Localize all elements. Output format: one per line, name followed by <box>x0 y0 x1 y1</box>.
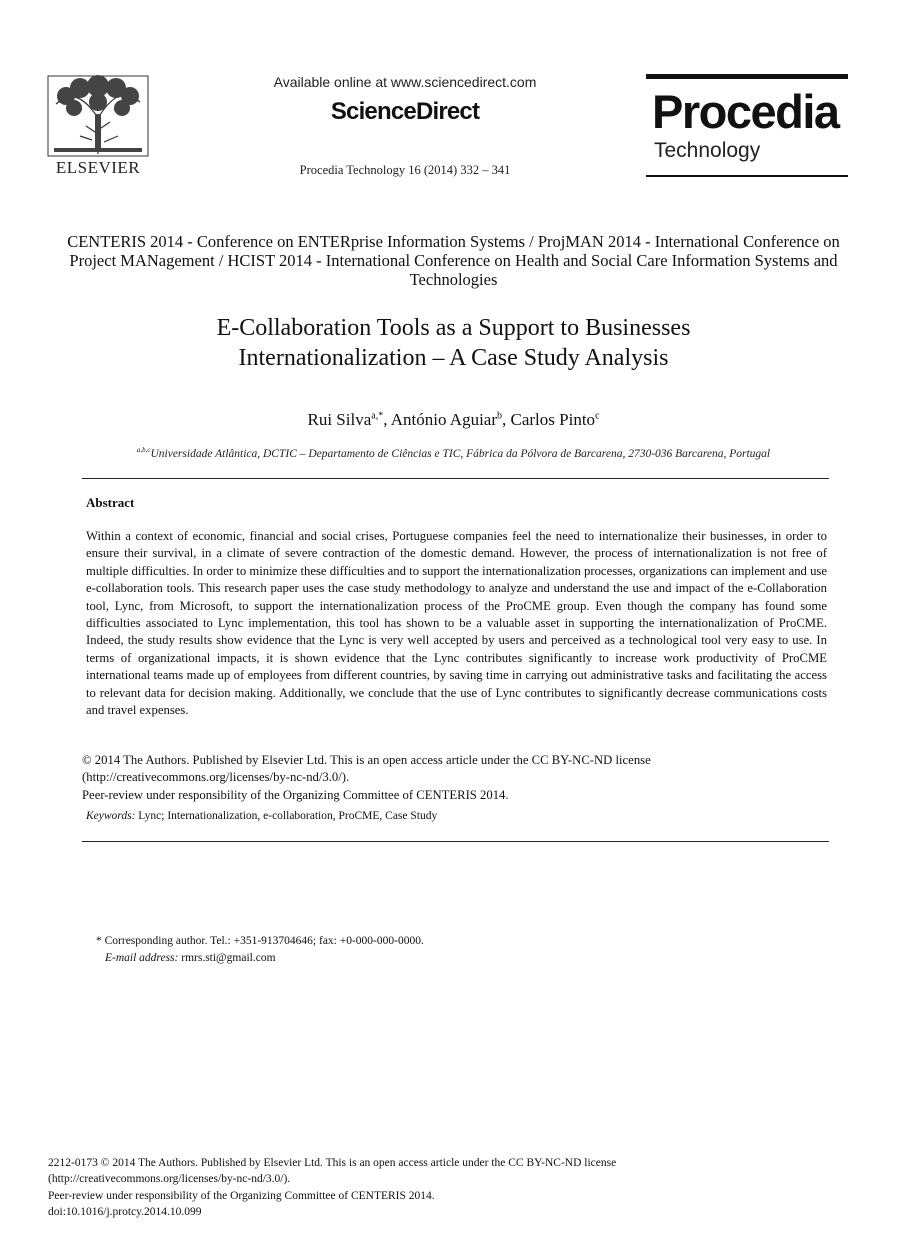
affiliation-text: Universidade Atlântica, DCTIC – Departamento de Ciências e TIC, Fábrica da Pólvora de Barcarena, 2730-036 Barcarena, Portugal <box>150 447 771 460</box>
author-affil-sup: b <box>497 410 503 422</box>
logo-rule-bottom <box>646 175 848 177</box>
elsevier-logo <box>46 74 150 180</box>
procedia-brand-sub: Technology <box>654 139 761 162</box>
license-line: © 2014 The Authors. Published by Elsevier Ltd. This is an open access article under the CC BY-NC-ND license <box>82 753 651 767</box>
elsevier-wordmark: ELSEVIER <box>55 158 141 177</box>
abstract-heading: Abstract <box>86 495 135 510</box>
sciencedirect-logo[interactable]: ScienceDirect <box>330 98 480 125</box>
keywords-label: Keywords: <box>86 810 136 822</box>
footer <box>48 1155 848 1220</box>
conference-name: CENTERIS 2014 - Conference on ENTERprise Information Systems / ProjMAN 2014 - International Conference on Project MANagement / HCIST 2014 - International Conference on Health and Social Care Information Systems and Technologies <box>67 232 840 289</box>
author-name: António Aguiar <box>390 410 498 429</box>
corresponding-author <box>96 933 796 967</box>
keywords <box>86 810 827 822</box>
paper-title-line: Internationalization – A Case Study Analysis <box>238 345 669 371</box>
journal-reference: Procedia Technology 16 (2014) 332 – 341 <box>299 163 511 177</box>
affiliation-sup: a,b,c <box>136 446 151 454</box>
peer-review-line: Peer-review under responsibility of the Organizing Committee of CENTERIS 2014. <box>82 787 509 802</box>
abstract-body: Within a context of economic, financial and social crises, Portuguese companies feel the need to internationalize their businesses, in order to ensure their survival, in a climate of severe contraction of the domestic demand. However, the process of internationalization is not free of multiple difficulties. In order to minimize these difficulties and to support the internationalization processes, organizations can implement and use e-collaboration tools. This research paper uses the case study methodology to analyze and understand the use and impact of the e-Collaboration tool, Lync, from Microsoft, to support the internationalization process of the ProCME group. Even though the company has found some difficulties associated to Lync implementation, this tool has shown to be a valuable asset in supporting the internationalization of ProCME. Indeed, the study results show evidence that the Lync is very well accepted by users and perceived as a technological tool very easy to use. In terms of organizational impacts, it is shown evidence that the Lync contributes significantly to increase work productivity of ProCME international teams made up of employees from different countries, by saving time in carrying out administrative tasks and facilitating the access to relevant data for decision making. Additionally, we conclude that the use of Lync contributes to significantly decrease communications costs and travel expenses. <box>86 529 827 718</box>
footer-peer-review: Peer-review under responsibility of the Organizing Committee of CENTERIS 2014. <box>48 1189 435 1202</box>
corresponding-contact: * Corresponding author. Tel.: +351-913704646; fax: +0-000-000-0000. <box>96 935 424 947</box>
author-affil-sup: c <box>595 410 600 422</box>
author-name: Carlos Pinto <box>510 410 596 429</box>
footer-license-link[interactable]: (http://creativecommons.org/licenses/by-nc-nd/3.0/). <box>48 1173 291 1186</box>
keywords-list: Lync; Internationalization, e-collaboration, ProCME, Case Study <box>138 810 438 822</box>
procedia-brand: Procedia <box>652 85 839 138</box>
author-separator: , <box>502 410 511 429</box>
author-name: Rui Silva <box>307 410 372 429</box>
affiliation <box>60 446 847 460</box>
logo-rule-top <box>646 74 848 79</box>
paper-title-line: E-Collaboration Tools as a Support to Businesses <box>216 315 691 341</box>
divider-top <box>82 478 829 479</box>
author-list <box>60 410 847 430</box>
license-notice <box>82 752 827 804</box>
elsevier-tree-icon <box>46 74 150 158</box>
license-link[interactable]: (http://creativecommons.org/licenses/by-nc-nd/3.0/). <box>82 770 350 785</box>
procedia-logo <box>646 74 848 177</box>
email-link[interactable]: rmrs.sti@gmail.com <box>181 952 276 964</box>
email-label: E-mail address: <box>105 952 179 964</box>
author-separator: , <box>383 410 391 429</box>
divider-bottom <box>82 841 829 842</box>
author-affil-sup: a,* <box>371 410 384 422</box>
footer-issn-line: 2212-0173 © 2014 The Authors. Published by Elsevier Ltd. This is an open access article under the CC BY-NC-ND license <box>48 1157 617 1169</box>
paper-title <box>60 313 847 373</box>
footer-doi[interactable]: doi:10.1016/j.protcy.2014.10.099 <box>48 1205 202 1218</box>
available-online-link[interactable]: Available online at www.sciencedirect.com <box>273 74 537 90</box>
